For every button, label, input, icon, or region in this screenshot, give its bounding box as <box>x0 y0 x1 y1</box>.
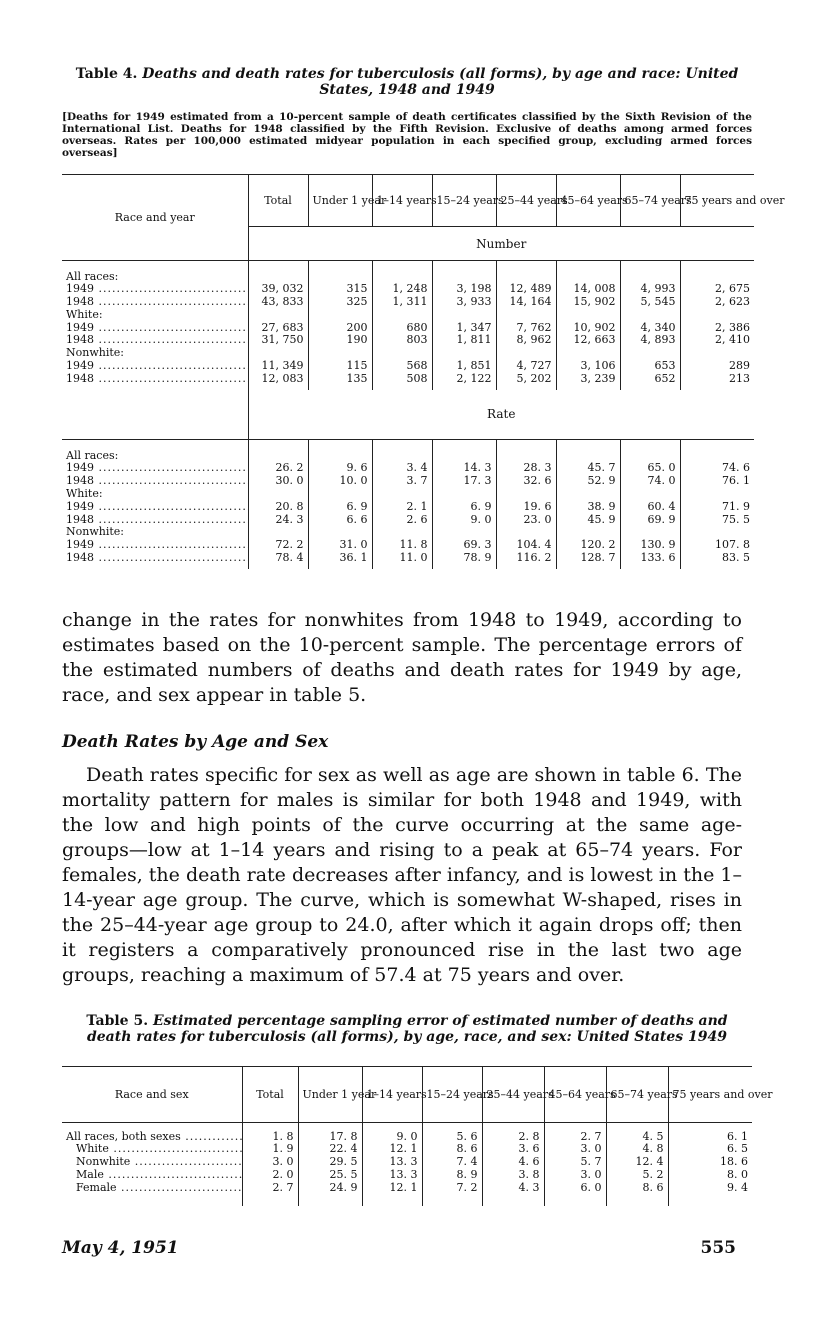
table-cell: 6. 0 <box>544 1182 606 1195</box>
table4-col-header: 75 years and over <box>680 175 754 227</box>
table-cell: 29. 5 <box>298 1156 362 1169</box>
section-heading: Death Rates by Age and Sex <box>62 732 329 752</box>
table4-col-header: 15–24 years <box>432 175 496 227</box>
table-cell: 4. 6 <box>482 1156 544 1169</box>
table-row <box>62 1182 752 1195</box>
table-row <box>62 475 754 488</box>
table4-number-label: Number <box>248 227 754 261</box>
table5-caption-label: Table 5. <box>86 1013 149 1029</box>
table-cell: 39, 032 <box>248 283 308 296</box>
table-cell: 14. 3 <box>432 462 496 475</box>
table-cell: 14, 008 <box>556 283 620 296</box>
table-cell: 3, 198 <box>432 283 496 296</box>
table4-caption-title: Deaths and death rates for tuberculosis (all forms), by age and race: United States, 1948 and 1949 <box>142 66 739 98</box>
table-cell: 18. 6 <box>668 1156 752 1169</box>
table-cell: 74. 0 <box>620 475 680 488</box>
table-cell: 30. 0 <box>248 475 308 488</box>
table-cell: 12. 4 <box>606 1156 668 1169</box>
table-cell: 23. 0 <box>496 514 556 527</box>
table-row <box>62 334 754 347</box>
table-cell: 7. 4 <box>422 1156 482 1169</box>
table5-col-header: Under 1 year <box>298 1067 362 1123</box>
table4-note: [Deaths for 1949 estimated from a 10-percent sample of death certificates classified by the Sixth Revision of the International List. Deaths for 1948 classified by the Fifth Revision. Exclusive of deaths among armed forces overseas. Rates per 100,000 estimated midyear population in each specified group, excluding armed forces overseas] <box>62 111 752 159</box>
table-cell: 27, 683 <box>248 322 308 335</box>
row-year: 1949 ..... <box>62 462 248 475</box>
table-cell: 7. 2 <box>422 1182 482 1195</box>
table-cell: 6. 1 <box>668 1131 752 1144</box>
table-cell: 680 <box>372 322 432 335</box>
table-cell: 9. 0 <box>432 514 496 527</box>
table4-header-row <box>62 175 754 227</box>
table-cell: 13. 3 <box>362 1156 422 1169</box>
table-cell: 803 <box>372 334 432 347</box>
table4-col-header: 25–44 years <box>496 175 556 227</box>
table-row <box>62 501 754 514</box>
table-cell: 12. 1 <box>362 1143 422 1156</box>
table5-col-header: 75 years and over <box>668 1067 752 1123</box>
table-cell: 325 <box>308 296 372 309</box>
table-cell: 2. 8 <box>482 1131 544 1144</box>
table-cell: 52. 9 <box>556 475 620 488</box>
table-cell: 2, 386 <box>680 322 754 335</box>
table-cell: 65. 0 <box>620 462 680 475</box>
table-cell: 1. 9 <box>242 1143 298 1156</box>
table-cell: 38. 9 <box>556 501 620 514</box>
table-cell: 24. 3 <box>248 514 308 527</box>
table5-header-row <box>62 1067 752 1123</box>
table5-col-header: 45–64 years <box>544 1067 606 1123</box>
table-cell: 3, 106 <box>556 360 620 373</box>
table4-col-header: Total <box>248 175 308 227</box>
table5-stub-header: Race and sex <box>114 1087 189 1101</box>
row-label: Male ..... <box>62 1169 242 1182</box>
footer-date: May 4, 1951 <box>62 1238 179 1258</box>
table-cell: 78. 9 <box>432 552 496 565</box>
table-cell: 3, 239 <box>556 373 620 386</box>
table-cell: 12, 489 <box>496 283 556 296</box>
table-cell: 115 <box>308 360 372 373</box>
row-year: 1948 ..... <box>62 514 248 527</box>
table-cell: 4. 5 <box>606 1131 668 1144</box>
row-year: 1949 ..... <box>62 539 248 552</box>
table-cell: 28. 3 <box>496 462 556 475</box>
row-year: 1949 ..... <box>62 283 248 296</box>
table-row <box>62 1156 752 1169</box>
table4-stub-header: Race and year <box>114 210 195 224</box>
table-cell: 200 <box>308 322 372 335</box>
table-cell: 1. 8 <box>242 1131 298 1144</box>
table-cell: 11, 349 <box>248 360 308 373</box>
table-cell: 508 <box>372 373 432 386</box>
table4 <box>62 174 785 569</box>
table-row <box>62 360 754 373</box>
table-cell: 78. 4 <box>248 552 308 565</box>
table-cell: 19. 6 <box>496 501 556 514</box>
table-cell: 568 <box>372 360 432 373</box>
table-cell: 26. 2 <box>248 462 308 475</box>
table-cell: 6. 5 <box>668 1143 752 1156</box>
table-cell: 69. 3 <box>432 539 496 552</box>
table-cell: 11. 0 <box>372 552 432 565</box>
group-label: White: <box>66 307 103 321</box>
table5-col-header: 65–74 years <box>606 1067 668 1123</box>
table-row <box>62 552 754 565</box>
group-header-row <box>62 488 754 501</box>
table-cell: 69. 9 <box>620 514 680 527</box>
row-year: 1949 ..... <box>62 322 248 335</box>
table-cell: 213 <box>680 373 754 386</box>
row-year: 1949 ..... <box>62 501 248 514</box>
table-cell: 133. 6 <box>620 552 680 565</box>
table-cell: 14, 164 <box>496 296 556 309</box>
table-cell: 1, 248 <box>372 283 432 296</box>
table-cell: 2. 0 <box>242 1169 298 1182</box>
group-header-row <box>62 309 754 322</box>
table-cell: 289 <box>680 360 754 373</box>
table-cell: 17. 3 <box>432 475 496 488</box>
table-cell: 3. 6 <box>482 1143 544 1156</box>
row-year: 1948 ..... <box>62 296 248 309</box>
table-cell: 4, 727 <box>496 360 556 373</box>
table-cell: 5, 202 <box>496 373 556 386</box>
table-cell: 43, 833 <box>248 296 308 309</box>
table-cell: 22. 4 <box>298 1143 362 1156</box>
table-cell: 135 <box>308 373 372 386</box>
table-cell: 3. 0 <box>242 1156 298 1169</box>
paragraph-continuation: change in the rates for nonwhites from 1948 to 1949, according to estimates based on the 10-percent sample. The percentage errors of the estimated numbers of deaths and death rates for 1949 by age, race, and sex appear in table 5. <box>62 609 742 706</box>
table-cell: 12, 083 <box>248 373 308 386</box>
table-cell: 3. 0 <box>544 1169 606 1182</box>
table-cell: 2. 6 <box>372 514 432 527</box>
table-cell: 128. 7 <box>556 552 620 565</box>
table-cell: 3. 7 <box>372 475 432 488</box>
table-row <box>62 373 754 386</box>
table5-col-header: 1–14 years <box>362 1067 422 1123</box>
table-cell: 36. 1 <box>308 552 372 565</box>
table5-caption-title: Estimated percentage sampling error of estimated number of deaths and death rates for tuberculosis (all forms), by age, race, and sex: United States 1949 <box>86 1013 728 1045</box>
table5-col-header: 15–24 years <box>422 1067 482 1123</box>
table-cell: 75. 5 <box>680 514 754 527</box>
table-cell: 8. 0 <box>668 1169 752 1182</box>
table-cell: 120. 2 <box>556 539 620 552</box>
table-cell: 2. 7 <box>544 1131 606 1144</box>
table-cell: 17. 8 <box>298 1131 362 1144</box>
table-row <box>62 296 754 309</box>
table-cell: 116. 2 <box>496 552 556 565</box>
table-cell: 1, 347 <box>432 322 496 335</box>
row-label: Female ..... <box>62 1182 242 1195</box>
table-cell: 32. 6 <box>496 475 556 488</box>
table-cell: 9. 6 <box>308 462 372 475</box>
table-cell: 12, 663 <box>556 334 620 347</box>
table-cell: 5. 7 <box>544 1156 606 1169</box>
page-number: 555 <box>700 1238 736 1258</box>
table4-caption <box>60 66 754 98</box>
table-cell: 31. 0 <box>308 539 372 552</box>
table-cell: 13. 3 <box>362 1169 422 1182</box>
table-cell: 5. 6 <box>422 1131 482 1144</box>
table-cell: 653 <box>620 360 680 373</box>
table-cell: 20. 8 <box>248 501 308 514</box>
table-cell: 2, 623 <box>680 296 754 309</box>
table-cell: 15, 902 <box>556 296 620 309</box>
group-label: All races: <box>66 269 119 283</box>
table-cell: 74. 6 <box>680 462 754 475</box>
table-cell: 45. 7 <box>556 462 620 475</box>
table-cell: 4. 3 <box>482 1182 544 1195</box>
row-label: White ..... <box>62 1143 242 1156</box>
row-year: 1948 ..... <box>62 334 248 347</box>
table-cell: 6. 9 <box>432 501 496 514</box>
table-cell: 4, 993 <box>620 283 680 296</box>
table-cell: 76. 1 <box>680 475 754 488</box>
table4-col-header: Under 1 year <box>308 175 372 227</box>
table-cell: 3. 0 <box>544 1143 606 1156</box>
table-row <box>62 1169 752 1182</box>
table-cell: 5, 545 <box>620 296 680 309</box>
table-cell: 107. 8 <box>680 539 754 552</box>
table-cell: 1, 851 <box>432 360 496 373</box>
table4-rate-label-row <box>62 390 754 440</box>
table-cell: 9. 4 <box>668 1182 752 1195</box>
table-cell: 4. 8 <box>606 1143 668 1156</box>
table-cell: 130. 9 <box>620 539 680 552</box>
table-cell: 4, 340 <box>620 322 680 335</box>
table-cell: 190 <box>308 334 372 347</box>
table-cell: 1, 811 <box>432 334 496 347</box>
row-label: Nonwhite ..... <box>62 1156 242 1169</box>
table-cell: 4, 893 <box>620 334 680 347</box>
row-year: 1948 ..... <box>62 373 248 386</box>
table-cell: 3. 8 <box>482 1169 544 1182</box>
table5-col-header: 25–44 years <box>482 1067 544 1123</box>
row-label: All races, both sexes ..... <box>62 1131 242 1144</box>
table4-col-header: 65–74 years <box>620 175 680 227</box>
table-cell: 45. 9 <box>556 514 620 527</box>
table-cell: 25. 5 <box>298 1169 362 1182</box>
group-label: Nonwhite: <box>66 346 124 360</box>
table-cell: 10, 902 <box>556 322 620 335</box>
table4-col-header: 1–14 years <box>372 175 432 227</box>
table-cell: 8. 6 <box>422 1143 482 1156</box>
table-cell: 5. 2 <box>606 1169 668 1182</box>
table4-col-header: 45–64 years <box>556 175 620 227</box>
table-cell: 8. 9 <box>422 1169 482 1182</box>
table-cell: 315 <box>308 283 372 296</box>
table-cell: 2, 122 <box>432 373 496 386</box>
table-cell: 72. 2 <box>248 539 308 552</box>
table-cell: 9. 0 <box>362 1131 422 1144</box>
table-cell: 652 <box>620 373 680 386</box>
table-cell: 2, 410 <box>680 334 754 347</box>
table5-col-header: Total <box>242 1067 298 1123</box>
table-cell: 8, 962 <box>496 334 556 347</box>
table-cell: 2. 1 <box>372 501 432 514</box>
row-year: 1948 ..... <box>62 475 248 488</box>
table-cell: 104. 4 <box>496 539 556 552</box>
group-label: All races: <box>66 448 119 462</box>
row-year: 1949 ..... <box>62 360 248 373</box>
table-cell: 12. 1 <box>362 1182 422 1195</box>
table-cell: 1, 311 <box>372 296 432 309</box>
row-year: 1948 ..... <box>62 552 248 565</box>
table4-caption-label: Table 4. <box>75 66 138 82</box>
table5 <box>62 1066 773 1206</box>
table-cell: 71. 9 <box>680 501 754 514</box>
group-label: White: <box>66 487 103 501</box>
table-cell: 60. 4 <box>620 501 680 514</box>
group-label: Nonwhite: <box>66 525 124 539</box>
table-cell: 2. 7 <box>242 1182 298 1195</box>
table-cell: 31, 750 <box>248 334 308 347</box>
table-cell: 11. 8 <box>372 539 432 552</box>
table-cell: 2, 675 <box>680 283 754 296</box>
table-cell: 7, 762 <box>496 322 556 335</box>
table-cell: 3. 4 <box>372 462 432 475</box>
table-cell: 24. 9 <box>298 1182 362 1195</box>
table-cell: 8. 6 <box>606 1182 668 1195</box>
table-cell: 6. 6 <box>308 514 372 527</box>
table-cell: 6. 9 <box>308 501 372 514</box>
table5-caption <box>62 1013 752 1045</box>
table-cell: 83. 5 <box>680 552 754 565</box>
table-row <box>62 514 754 527</box>
paragraph-death-rates: Death rates specific for sex as well as age are shown in table 6. The mortality pattern for males is similar for both 1948 and 1949, with the low and high points of the curve occurring at the same age-groups—low at 1–14 years and rising to a peak at 65–74 years. For females, the death rate decreases after infancy, and is lowest in the 1–14-year age group. The curve, which is somewhat W-shaped, rises in the 25–44-year age group to 24.0, after which it again drops off; then it registers a comparatively pronounced rise in the last two age groups, reaching a maximum of 57.4 at 75 years and over. <box>62 764 742 986</box>
table4-rate-label: Rate <box>248 390 754 440</box>
table-cell: 3, 933 <box>432 296 496 309</box>
table-cell: 10. 0 <box>308 475 372 488</box>
